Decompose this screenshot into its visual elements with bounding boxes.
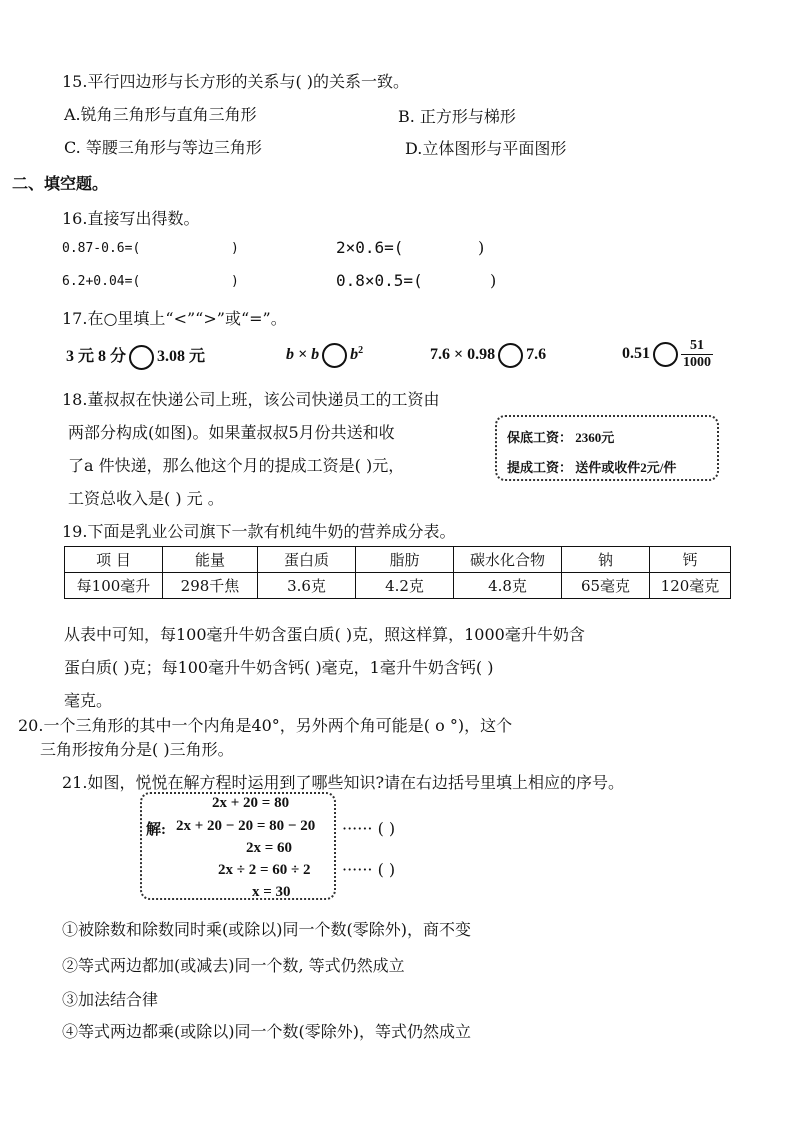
q21-option-2: ②等式两边都加(或减去)同一个数, 等式仍然成立: [62, 956, 405, 975]
q17-stem: 17.在○里填上“<”“>”或“=”。: [62, 309, 287, 328]
table-cell: 4.8克: [454, 573, 562, 599]
table-cell: 3.6克: [258, 573, 356, 599]
q19-text-3: 毫克。: [64, 691, 113, 710]
q15-option-d: D.立体图形与平面图形: [405, 139, 567, 158]
table-header-cell: 项 目: [65, 547, 163, 573]
q16-close-1: ): [231, 241, 239, 256]
q19-text-2: 蛋白质( )克；每100毫升牛奶含钙( )毫克，1毫升牛奶含钙( ): [64, 658, 494, 677]
equation-line-3: 2x = 60: [246, 840, 293, 856]
q17-compare-3: 7.6 × 0.98 7.6: [430, 343, 546, 368]
salary-info-box: [495, 415, 719, 481]
nutrition-table: [64, 546, 731, 599]
q19-stem: 19.下面是乳业公司旗下一款有机纯牛奶的营养成分表。: [62, 522, 456, 541]
q16-close-2: ): [478, 238, 485, 257]
table-cell: 65毫克: [562, 573, 650, 599]
equation-line-2: 2x + 20 − 20 = 80 − 20: [176, 818, 316, 834]
table-cell: 每100毫升: [65, 573, 163, 599]
base-salary-text: 保底工资： 2360元: [507, 430, 615, 445]
table-header-cell: 能量: [163, 547, 258, 573]
q17-compare-2: b × b $b^2$: [286, 343, 363, 368]
table-header-cell: 钙: [650, 547, 731, 573]
q17-compare-4: 0.51 $\frac{51}{1000}$: [622, 338, 711, 370]
equation-line-5: x = 30: [252, 884, 291, 900]
equation-line-1: 2x + 20 = 80: [212, 795, 290, 811]
compare-circle[interactable]: [498, 343, 523, 368]
compare-circle[interactable]: [129, 345, 154, 370]
q16-expr-2: 2×0.6=(: [336, 238, 404, 257]
q15-stem: 15.平行四边形与长方形的关系与( )的关系一致。: [62, 72, 410, 91]
q16-expr-1: 0.87-0.6=(: [62, 241, 141, 256]
table-header-cell: 钠: [562, 547, 650, 573]
q18-line-2: 两部分构成(如图)。如果董叔叔5月份共送和收: [68, 423, 395, 442]
fraction: $\frac{51}{1000}$: [683, 338, 711, 370]
q20-line-1: 20.一个三角形的其中一个内角是40°，另外两个角可能是( o °)，这个: [18, 716, 513, 735]
table-header-cell: 脂肪: [356, 547, 454, 573]
q21-answer-blank-2[interactable]: ······ ( ): [342, 860, 396, 879]
q21-option-1: ①被除数和除数同时乘(或除以)同一个数(零除外)，商不变: [62, 920, 471, 939]
q19-text-1: 从表中可知，每100毫升牛奶含蛋白质( )克，照这样算，1000毫升牛奶含: [64, 625, 585, 644]
q21-option-4: ④等式两边都乘(或除以)同一个数(零除外)，等式仍然成立: [62, 1022, 471, 1041]
table-cell: 120毫克: [650, 573, 731, 599]
q17-compare-1: 3 元 8 分 3.08 元: [66, 343, 205, 370]
compare-circle[interactable]: [653, 342, 678, 367]
compare-circle[interactable]: [322, 343, 347, 368]
q21-stem: 21.如图，悦悦在解方程时运用到了哪些知识?请在右边括号里填上相应的序号。: [62, 773, 625, 792]
q16-expr-4: 0.8×0.5=(: [336, 271, 423, 290]
q16-close-3: ): [231, 274, 239, 289]
q15-option-b: B. 正方形与梯形: [398, 107, 516, 126]
commission-salary-text: 提成工资： 送件或收件2元/件: [507, 460, 677, 475]
solution-label: 解:: [146, 822, 166, 838]
q15-option-c: C. 等腰三角形与等边三角形: [64, 138, 262, 157]
q16-close-4: ): [490, 271, 497, 290]
q18-line-1: 18.董叔叔在快递公司上班，该公司快递员工的工资由: [62, 390, 440, 409]
q16-expr-3: 6.2+0.04=(: [62, 274, 141, 289]
q15-option-a: A.锐角三角形与直角三角形: [64, 105, 257, 124]
table-cell: 4.2克: [356, 573, 454, 599]
equation-line-4: 2x ÷ 2 = 60 ÷ 2: [218, 862, 311, 878]
q16-stem: 16.直接写出得数。: [62, 209, 200, 228]
table-header-cell: 蛋白质: [258, 547, 356, 573]
q21-answer-blank-1[interactable]: ······ ( ): [342, 819, 396, 838]
q18-line-4: 工资总收入是( ) 元 。: [68, 489, 224, 508]
table-header-cell: 碳水化合物: [454, 547, 562, 573]
table-row: [65, 573, 731, 599]
q18-line-3: 了a 件快递，那么他这个月的提成工资是( )元，: [68, 456, 405, 475]
q20-line-2: 三角形按角分是( )三角形。: [40, 740, 234, 759]
table-header-row: [65, 547, 731, 573]
table-cell: 298千焦: [163, 573, 258, 599]
q21-option-3: ③加法结合律: [62, 990, 159, 1009]
section-heading-fill-blank: 二、填空题。: [12, 174, 109, 193]
